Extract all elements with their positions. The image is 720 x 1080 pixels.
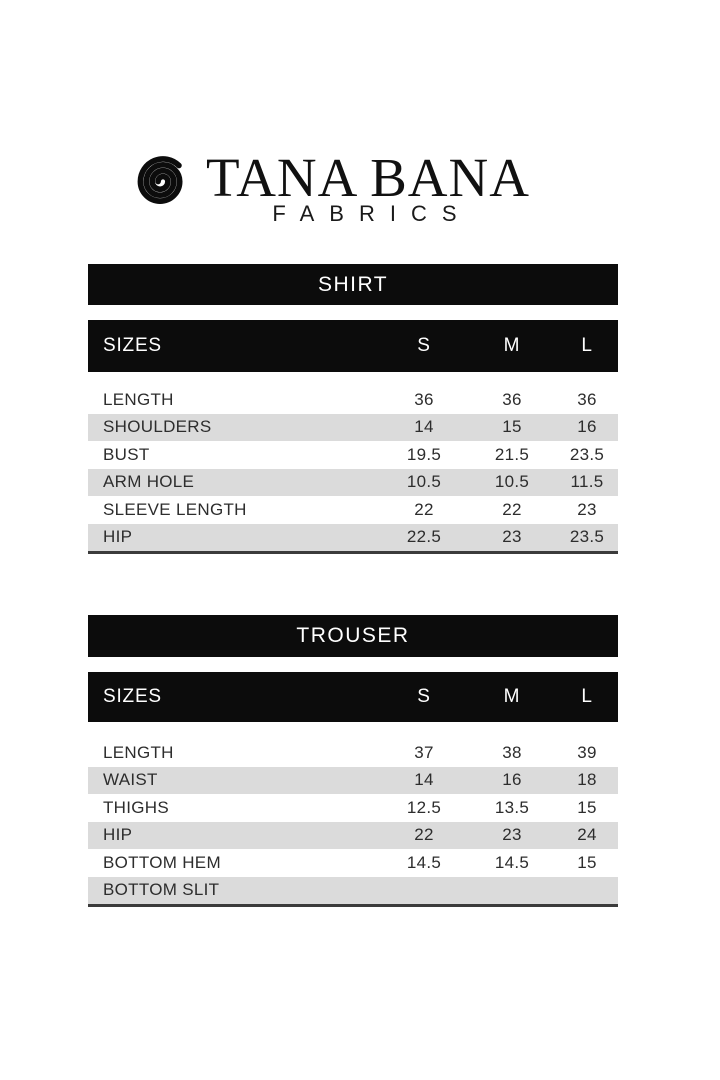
table-row [88, 496, 618, 524]
sizes-header-label: SIZES [103, 686, 162, 707]
row-value-s: 10.5 [406, 472, 442, 492]
row-value-l: 11.5 [570, 472, 604, 492]
row-label: WAIST [103, 770, 158, 790]
row-label: HIP [103, 825, 133, 845]
row-value-s: 14 [414, 417, 434, 437]
row-value-l: 24 [577, 825, 597, 845]
row-value-l: 39 [577, 742, 597, 762]
row-value-l: 36 [577, 389, 597, 409]
column-header-s: S [417, 686, 431, 707]
row-value-l: 23.5 [569, 444, 605, 464]
row-label: BOTTOM SLIT [103, 880, 220, 900]
brand-name: TANA BANA [206, 147, 530, 208]
row-label: ARM HOLE [103, 472, 195, 492]
row-value-s: 22 [414, 825, 434, 845]
row-value-m: 38 [502, 742, 522, 762]
table-row [88, 386, 618, 414]
row-value-s: 36 [414, 389, 434, 409]
table-row [88, 849, 618, 877]
shirt-size-table [88, 264, 618, 554]
row-value-s: 14 [414, 770, 434, 790]
row-value-m: 36 [502, 389, 522, 409]
row-value-l: 23 [577, 499, 597, 519]
table-row [88, 794, 618, 822]
row-value-s: 12.5 [406, 797, 442, 817]
trouser-title-bar: TROUSER [88, 615, 618, 657]
row-value-l: 18 [577, 770, 597, 790]
brand-text [206, 147, 530, 226]
row-label: BOTTOM HEM [103, 852, 221, 872]
row-value-m: 22 [502, 499, 522, 519]
table-row [88, 767, 618, 795]
row-value-s: 22 [414, 499, 434, 519]
row-value-m: 14.5 [494, 852, 530, 872]
row-value-l: 23.5 [569, 527, 605, 547]
row-value-s: 22.5 [406, 527, 442, 547]
row-value-m: 23 [502, 527, 522, 547]
row-label: BUST [103, 444, 150, 464]
row-label: SHOULDERS [103, 417, 212, 437]
row-value-s: 14.5 [406, 852, 442, 872]
column-header-m: M [503, 335, 521, 356]
row-label: LENGTH [103, 389, 174, 409]
sizes-header-label: SIZES [103, 335, 162, 356]
row-label: SLEEVE LENGTH [103, 499, 247, 519]
row-value-s: 37 [414, 742, 434, 762]
trouser-rows [88, 739, 618, 907]
row-value-l: 15 [577, 797, 597, 817]
table-row [88, 469, 618, 497]
row-value-m: 15 [502, 417, 522, 437]
table-row [88, 877, 618, 905]
row-value-m: 23 [502, 825, 522, 845]
table-row [88, 524, 618, 552]
shirt-title-bar: SHIRT [88, 264, 618, 305]
row-label: THIGHS [103, 797, 170, 817]
row-value-m: 13.5 [494, 797, 530, 817]
column-header-m: M [503, 686, 521, 707]
row-label: HIP [103, 527, 133, 547]
row-value-s: 19.5 [406, 444, 442, 464]
column-header-l: L [581, 335, 593, 356]
column-header-s: S [417, 335, 431, 356]
column-header-l: L [581, 686, 593, 707]
shirt-rows [88, 386, 618, 554]
row-label: LENGTH [103, 742, 174, 762]
trouser-size-table [88, 615, 618, 907]
row-value-m: 21.5 [494, 444, 530, 464]
table-row [88, 822, 618, 850]
shirt-sizes-header [88, 320, 618, 372]
table-row [88, 739, 618, 767]
trouser-sizes-header [88, 672, 618, 722]
spiral-icon [136, 152, 190, 210]
row-value-m: 16 [502, 770, 522, 790]
brand-subtitle: FABRICS [272, 201, 472, 226]
table-row [88, 441, 618, 469]
row-value-l: 15 [577, 852, 597, 872]
brand-logo [136, 147, 530, 226]
table-row [88, 414, 618, 442]
row-value-l: 16 [577, 417, 597, 437]
row-value-m: 10.5 [494, 472, 530, 492]
